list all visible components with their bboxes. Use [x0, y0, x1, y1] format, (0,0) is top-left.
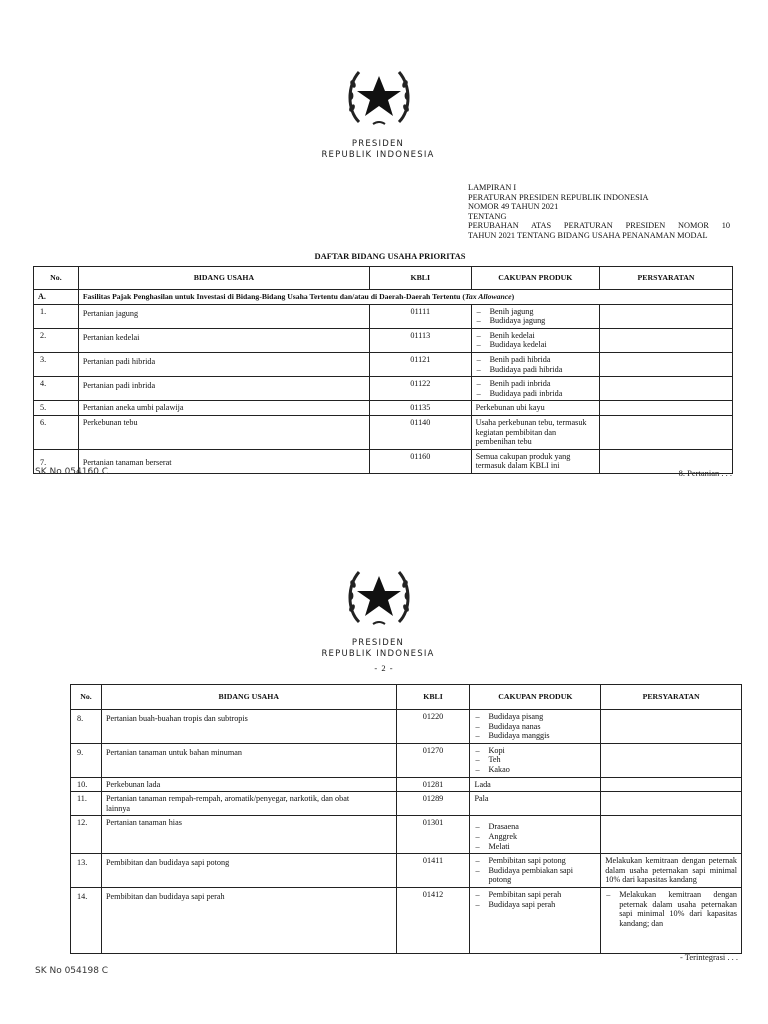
table-page2 — [70, 684, 742, 954]
col-cakupan: CAKUPAN PRODUK — [470, 685, 601, 710]
section-text: Fasilitas Pajak Penghasilan untuk Investasi di Bidang-Bidang Usaha Tertentu dan/atau di Daerah-Daerah Tertentu (Tax Allowance) — [78, 290, 732, 305]
table-row: 2. Pertanian kedelai 01113 – Benih kedelai – Budidaya kedelai — [34, 328, 733, 352]
col-kbli: KBLI — [369, 267, 471, 290]
table-row: 9. Pertanian tanaman untuk bahan minuman 01270 – Kopi – Teh – Kakao — [71, 743, 742, 777]
col-bidang: BIDANG USAHA — [78, 267, 369, 290]
table-row: 5. Pertanian aneka umbi palawija 01135 Perkebunan ubi kayu — [34, 401, 733, 416]
table-row: 10. Perkebunan lada 01281 Lada — [71, 777, 742, 792]
lampiran-block: LAMPIRAN I PERATURAN PRESIDEN REPUBLIK INDONESIA NOMOR 49 TAHUN 2021 TENTANG PERUBAHAN ATAS PERATURAN PRESIDEN NOMOR 10 TAHUN 2021 TENTANG BIDANG USAHA PENANAMAN MODAL — [468, 183, 730, 240]
sk-number: SK No 054160 C — [35, 467, 109, 477]
col-no: No. — [34, 267, 79, 290]
garuda-emblem-icon — [343, 560, 415, 632]
sk-number: SK No 054198 C — [35, 966, 109, 976]
continuation-text: 8. Pertanian . . . — [678, 468, 732, 478]
header-presiden: PRESIDEN REPUBLIK INDONESIA — [321, 139, 435, 160]
col-persyaratan: PERSYARATAN — [600, 267, 733, 290]
document-title: DAFTAR BIDANG USAHA PRIORITAS — [314, 251, 466, 261]
continuation-text: - Terintegrasi . . . — [679, 952, 738, 962]
table-row: 3. Pertanian padi hibrida 01121 – Benih padi hibrida – Budidaya padi hibrida — [34, 352, 733, 376]
header-presiden: PRESIDEN REPUBLIK INDONESIA — [321, 638, 435, 659]
section-letter: A. — [34, 290, 79, 305]
col-bidang: BIDANG USAHA — [101, 685, 396, 710]
table-row: 8. Pertanian buah-buahan tropis dan subtropis 01220 – Budidaya pisang – Budidaya nanas – Budidaya manggis — [71, 710, 742, 744]
table-row: 4. Pertanian padi inbrida 01122 – Benih padi inbrida – Budidaya padi inbrida — [34, 377, 733, 401]
table-header — [71, 685, 742, 710]
table-row: 12. Pertanian tanaman hias 01301 – Drasaena – Anggrek – Melati — [71, 816, 742, 854]
table-row: 1. Pertanian jagung 01111 – Benih jagung – Budidaya jagung — [34, 304, 733, 328]
table-row: 7. Pertanian tanaman berserat 01160 Semua cakupan produk yang termasuk dalam KBLI ini — [34, 449, 733, 473]
page-number: - 2 - — [374, 663, 394, 673]
garuda-emblem-icon — [343, 60, 415, 132]
table-page1 — [33, 266, 733, 474]
table-row: 6. Perkebunan tebu 01140 Usaha perkebunan tebu, termasuk kegiatan pembibitan dan pembenihan tebu — [34, 415, 733, 449]
table-row: 13. Pembibitan dan budidaya sapi potong 01411 – Pembibitan sapi potong – Budidaya pembiakan sapi potong Melakukan kemitraan dengan peternak dalam usaha peternakan sapi minimal 10% dari kapasitas kandang — [71, 854, 742, 888]
section-row — [34, 290, 733, 305]
col-cakupan: CAKUPAN PRODUK — [471, 267, 599, 290]
table-row: 11. Pertanian tanaman rempah-rempah, aromatik/penyegar, narkotik, dan obat lainnya 01289 Pala — [71, 792, 742, 816]
col-persyaratan: PERSYARATAN — [601, 685, 742, 710]
table-header — [34, 267, 733, 290]
table-row: 14. Pembibitan dan budidaya sapi perah 01412 – Pembibitan sapi perah – Budidaya sapi perah – Melakukan kemitraan dengan peternak dalam usaha peternakan sapi minimal 10% dari kapasitas kandang; dan — [71, 887, 742, 953]
col-kbli: KBLI — [396, 685, 470, 710]
col-no: No. — [71, 685, 102, 710]
